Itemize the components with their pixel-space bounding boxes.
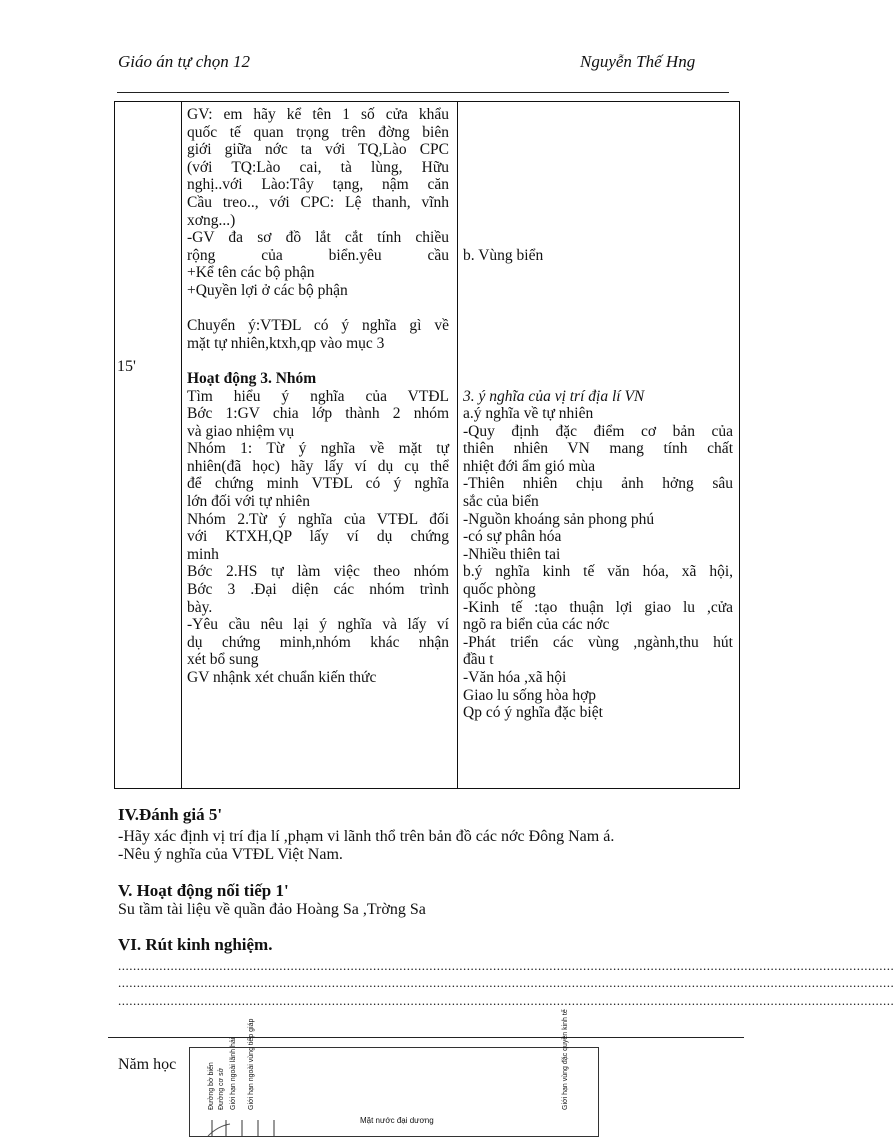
text-line: -Nguồn khoáng sản phong phú — [463, 510, 655, 528]
text-line: (với TQ:Lào cai, tà lùng, Hữu — [187, 158, 449, 176]
text-line: Bớc 3 .Đại diện các nhóm trình — [187, 581, 449, 599]
text-line: dụ chứng minh,nhóm khác nhận — [187, 633, 449, 651]
text-line: Bớc 1:GV chia lớp thành 2 nhóm — [187, 405, 449, 423]
text-line: ngõ ra biển của các nớc — [463, 616, 610, 634]
header-rule — [117, 92, 729, 93]
diagram-label: Giới hạn ngoài vùng tiếp giáp — [248, 1018, 255, 1110]
footer-label: Năm học — [118, 1056, 177, 1073]
text-line: rộng của biển.yêu cầu — [187, 246, 449, 264]
footer-rule — [108, 1037, 744, 1038]
blank-line — [463, 141, 733, 159]
time-cell: 15' — [117, 358, 136, 375]
blank-line — [463, 229, 733, 247]
section-5-title: V. Hoạt động nối tiếp 1' — [118, 881, 289, 900]
text-line: Chuyển ý:VTĐL có ý nghĩa gì về — [187, 317, 449, 335]
diagram-label: Giới hạn vùng đặc quyền kinh tế — [562, 1009, 569, 1110]
text-line: Tìm hiểu ý nghĩa của VTĐL — [187, 387, 449, 405]
blank-line — [463, 194, 733, 212]
text-line: mặt tự nhiên,ktxh,qp vào mục 3 — [187, 334, 385, 352]
text-line: quốc phòng — [463, 581, 536, 599]
blank-line — [463, 159, 733, 177]
text-line: -Nhiều thiên tai — [463, 545, 561, 563]
column-divider — [457, 102, 458, 788]
text-line: đầu t — [463, 651, 494, 669]
section-6-title: VI. Rút kinh nghiệm. — [118, 935, 273, 954]
text-line: minh — [187, 545, 219, 563]
diagram-ocean-label: Mặt nước đại dương — [360, 1116, 434, 1125]
text-line: sắc của biển — [463, 493, 539, 511]
text-line: -Kinh tế :tạo thuận lợi giao lu ,cửa — [463, 598, 733, 616]
header-left: Giáo án tự chọn 12 — [118, 52, 251, 71]
text-line: GV: em hãy kể tên 1 số cửa khẩu — [187, 106, 449, 123]
text-line: b.ý nghĩa kinh tế văn hóa, xã hội, — [463, 563, 733, 581]
text-line: nhiệt đới ẩm gió mùa — [463, 457, 596, 475]
blank-line — [463, 282, 733, 300]
diagram-label: Đường bờ biển — [208, 1062, 215, 1110]
blank-line — [463, 317, 733, 335]
column-divider — [181, 102, 182, 788]
text-line: xét bổ sung — [187, 651, 259, 669]
dotted-line: ............................................................................................................................................................................................................... — [118, 975, 894, 990]
text-line: lớn đối với tự nhiên — [187, 493, 310, 511]
blank-line — [463, 352, 733, 370]
text-line: Nhóm 2.Từ ý nghĩa của VTĐL đối — [187, 510, 449, 528]
blank-line — [463, 124, 733, 142]
teacher-activities-cell — [187, 106, 449, 687]
section-5-line: Su tầm tài liệu về quần đảo Hoàng Sa ,Trờng Sa — [118, 901, 426, 918]
text-line: GV nhậnk xét chuẩn kiến thức — [187, 669, 377, 686]
coast-curve — [208, 1124, 230, 1136]
text-line: -Văn hóa ,xã hội — [463, 669, 567, 686]
text-line: giới giữa nớc ta với TQ,Lào CPC — [187, 141, 449, 159]
text-line: -Phát triển các vùng ,ngành,thu hút — [463, 633, 733, 651]
dotted-line: ............................................................................................................................................................................................................... — [118, 993, 894, 1008]
text-line: Cầu treo.., với CPC: Lệ thanh, vĩnh — [187, 193, 449, 211]
text-line: và giao nhiệm vụ — [187, 422, 295, 440]
text-line: b. Vùng biển — [463, 246, 544, 264]
text-line: Giao lu sống hòa hợp — [463, 686, 597, 704]
section-4-title: IV.Đánh giá 5' — [118, 805, 223, 824]
blank-line — [463, 264, 733, 282]
lesson-table — [114, 101, 740, 789]
text-line: -Yêu cầu nêu lại ý nghĩa và lấy ví — [187, 616, 449, 634]
text-line: để chứng minh VTĐL có ý nghĩa — [187, 475, 449, 493]
text-line: với KTXH,QP lấy ví dụ chứng — [187, 528, 449, 546]
text-line: xơng...) — [187, 211, 236, 229]
text-line: Nhóm 1: Từ ý nghĩa về mặt tự — [187, 440, 449, 458]
text-line: -Thiên nhiên chịu ảnh hởng sâu — [463, 475, 733, 493]
text-line: -Quy định đặc điểm cơ bản của — [463, 422, 733, 440]
text-line: -có sự phân hóa — [463, 528, 562, 546]
header-right: Nguyễn Thế Hng — [580, 52, 696, 71]
text-line: a.ý nghĩa về tự nhiên — [463, 405, 594, 423]
blank-line — [463, 212, 733, 230]
text-line: quốc tế quan trọng trên đờng biên — [187, 123, 449, 141]
blank-line — [187, 300, 449, 318]
diagram-label: Đường cơ sở — [218, 1067, 225, 1110]
blank-line — [187, 352, 449, 370]
blank-line — [463, 176, 733, 194]
text-line: nhiên(đã học) hãy lấy ví dụ cụ thể — [187, 457, 449, 475]
text-line: Hoạt động 3. Nhóm — [187, 369, 317, 387]
text-line: nghị..với Lào:Tây tạng, nậm căn — [187, 176, 449, 194]
text-line: +Quyền lợi ở các bộ phận — [187, 281, 348, 299]
section-4-line: -Nêu ý nghĩa của VTĐL Việt Nam. — [118, 846, 343, 863]
diagram-label: Giới hạn ngoài lãnh hải — [230, 1037, 237, 1110]
blank-line — [463, 335, 733, 353]
text-line: 3. ý nghĩa của vị trí địa lí VN — [463, 387, 645, 405]
blank-line — [463, 106, 733, 124]
text-line: Bớc 2.HS tự làm việc theo nhóm — [187, 563, 449, 581]
text-line: -GV đa sơ đồ lắt cắt tính chiều — [187, 229, 449, 247]
blank-line — [463, 300, 733, 318]
text-line: Qp có ý nghĩa đặc biệt — [463, 704, 603, 722]
blank-line — [463, 370, 733, 388]
text-line: bày. — [187, 598, 213, 616]
dotted-line: ............................................................................................................................................................................................................... — [118, 958, 894, 973]
section-4-line: -Hãy xác định vị trí địa lí ,phạm vi lãnh thổ trên bản đồ các nớc Đông Nam á. — [118, 828, 615, 845]
text-line: thiên nhiên VN mang tính chất — [463, 440, 733, 458]
text-line: +Kể tên các bộ phận — [187, 264, 315, 282]
sea-zone-diagram — [189, 1009, 599, 1137]
content-cell — [463, 106, 733, 722]
